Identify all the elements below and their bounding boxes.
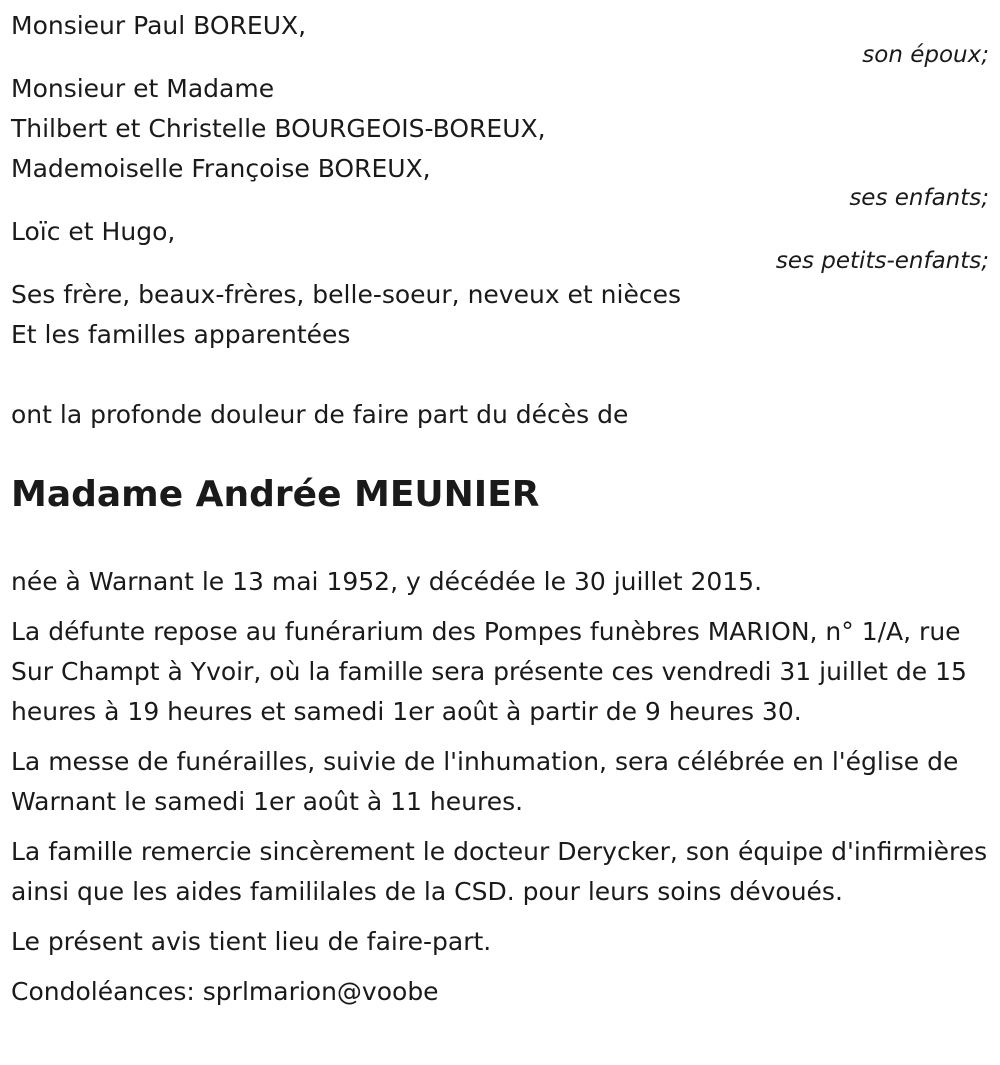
relatives-line: Ses frère, beaux-frères, belle-soeur, neveux et nièces [11, 280, 682, 309]
announcement-text: ont la profonde douleur de faire part du décès de [11, 400, 629, 429]
grandchildren-block [11, 212, 989, 273]
deceased-name: Madame Andrée MEUNIER [11, 474, 540, 515]
children-line: Monsieur et Madame [11, 74, 275, 103]
spouse-name: Monsieur Paul BOREUX, [11, 11, 307, 40]
details-section [11, 562, 989, 1012]
relatives-line: Et les familles apparentées [11, 320, 351, 349]
thanks-paragraph: La famille remercie sincèrement le docteur Derycker, son équipe d'infirmières ainsi que les aides famililales de la CSD. pour leurs soins dévoués. [11, 837, 988, 906]
children-block [11, 69, 989, 210]
children-line: Mademoiselle Françoise BOREUX, [11, 154, 431, 183]
spouse-block [11, 6, 989, 67]
relatives-block [11, 275, 989, 355]
children-line: Thilbert et Christelle BOURGEOIS-BOREUX, [11, 114, 546, 143]
grandchildren-name: Loïc et Hugo, [11, 217, 176, 246]
notice-paragraph: Le présent avis tient lieu de faire-part. [11, 927, 492, 956]
condolences-paragraph: Condoléances: sprlmarion@voobe [11, 977, 439, 1006]
grandchildren-role: ses petits-enfants; [775, 248, 989, 274]
spouse-role: son époux; [862, 42, 989, 68]
funerarium-paragraph: La défunte repose au funérarium des Pompes funèbres MARION, n° 1/A, rue Sur Champt à Yvoir, où la famille sera présente ces vendredi 31 juillet de 15 heures à 19 heures et samedi 1er août à partir de 9 heures 30. [11, 617, 967, 726]
birth-death-paragraph: née à Warnant le 13 mai 1952, y décédée le 30 juillet 2015. [11, 567, 763, 596]
children-role: ses enfants; [849, 185, 989, 211]
funeral-mass-paragraph: La messe de funérailles, suivie de l'inhumation, sera célébrée en l'église de Warnant le samedi 1er août à 11 heures. [11, 747, 959, 816]
